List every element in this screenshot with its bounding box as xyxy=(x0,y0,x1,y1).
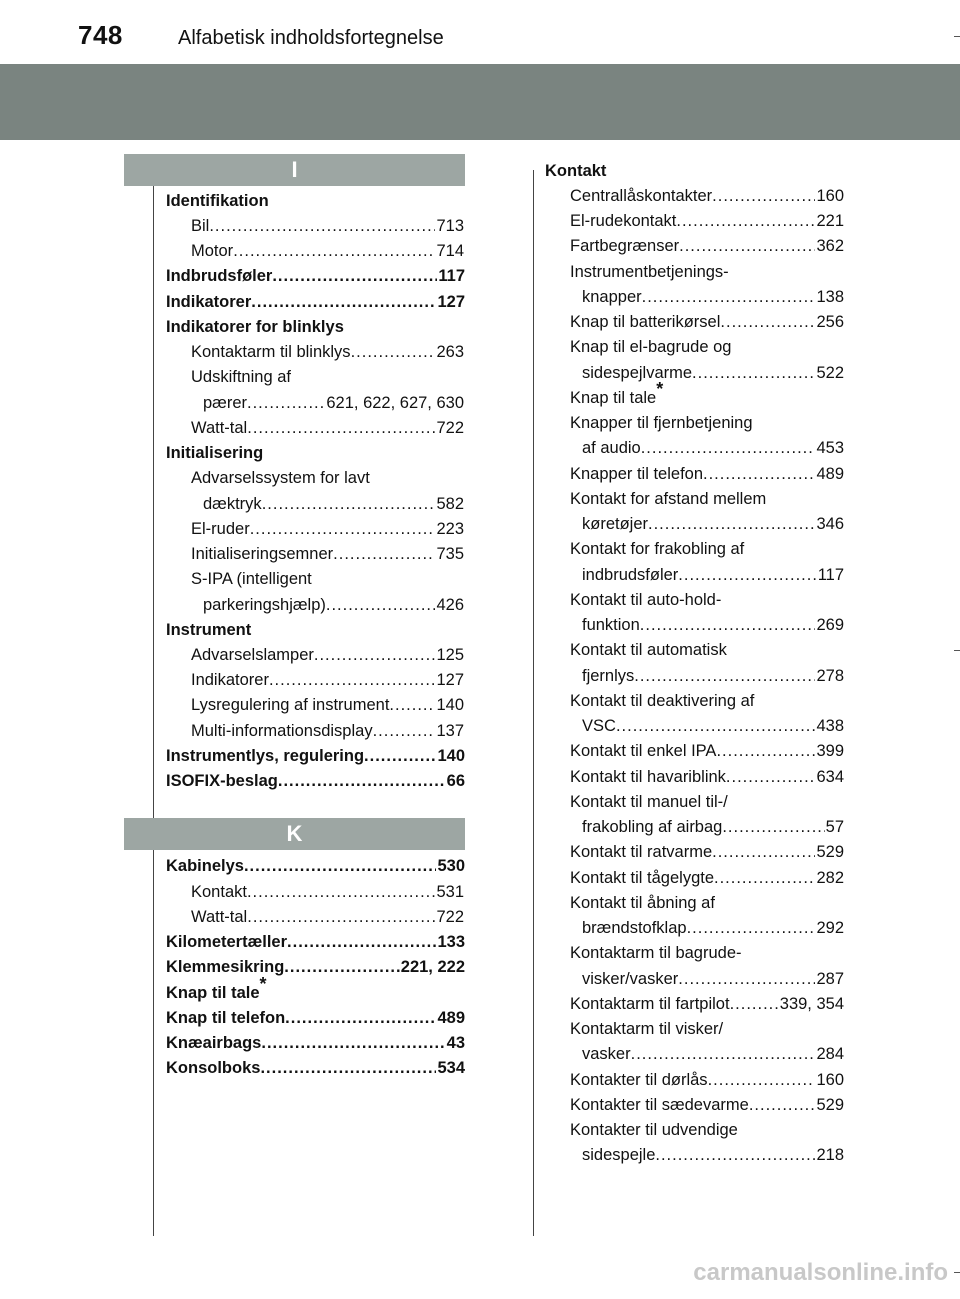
index-entry: Kontakt til havariblink ..... 634 xyxy=(570,767,844,787)
asterisk-mark: * xyxy=(656,378,664,399)
index-entry: Instrumentbetjenings- xyxy=(570,263,729,281)
index-entry: frakobling af airbag ..... 57 xyxy=(582,817,844,837)
index-entry: Watt-tal ..... 722 xyxy=(191,907,464,927)
index-entry: Kontakter til dørlås ..... 160 xyxy=(570,1070,844,1090)
index-entry: Indikatorer ..... 127 xyxy=(191,670,464,690)
asterisk-mark: * xyxy=(259,973,267,994)
index-entry: Kilometertæller ..... 133 xyxy=(166,932,465,952)
index-entry: Kontaktarm til fartpilot ..... 339, 354 xyxy=(570,994,844,1014)
index-entry: Knap til tale* xyxy=(570,378,664,407)
index-entry: Kontakt til tågelygte ..... 282 xyxy=(570,868,844,888)
index-entry: Multi-informationsdisplay ..... 137 xyxy=(191,721,464,741)
index-entry: Knap til tale* xyxy=(166,973,267,1002)
index-entry: pærer ..... 621, 622, 627, 630 xyxy=(203,393,464,413)
index-entry: indbrudsføler ..... 117 xyxy=(582,565,844,585)
index-entry: Kontakt til ratvarme ..... 529 xyxy=(570,842,844,862)
index-entry: ISOFIX-beslag ..... 66 xyxy=(166,771,465,791)
index-entry: fjernlys ..... 278 xyxy=(582,666,844,686)
index-entry: Kabinelys ..... 530 xyxy=(166,856,465,876)
index-entry: Kontakter til sædevarme ..... 529 xyxy=(570,1095,844,1115)
index-entry: Identifikation xyxy=(166,192,269,210)
crop-mark xyxy=(954,36,960,37)
column-rule-right xyxy=(533,170,534,1236)
index-entry: Knap til el-bagrude og xyxy=(570,338,732,356)
index-entry: Klemmesikring ..... 221, 222 xyxy=(166,957,465,977)
index-entry: El-ruder ..... 223 xyxy=(191,519,464,539)
index-entry: Kontakt til automatisk xyxy=(570,641,727,659)
index-entry: parkeringshjælp) ..... 426 xyxy=(203,595,464,615)
index-entry: Kontaktarm til blinklys ..... 263 xyxy=(191,342,464,362)
page-header xyxy=(0,0,960,60)
index-entry: Kontakt ..... 531 xyxy=(191,882,464,902)
index-entry: Knap til batterikørsel ..... 256 xyxy=(570,312,844,332)
index-entry: Kontaktarm til bagrude- xyxy=(570,944,742,962)
index-entry: brændstofklap ..... 292 xyxy=(582,918,844,938)
index-entry: Kontakt til auto-hold- xyxy=(570,591,722,609)
index-entry: Centrallåskontakter ..... 160 xyxy=(570,186,844,206)
index-entry: Advarselslamper ..... 125 xyxy=(191,645,464,665)
index-entry: Instrument xyxy=(166,621,252,639)
index-entry: dæktryk ..... 582 xyxy=(203,494,464,514)
index-entry: Bil ..... 713 xyxy=(191,216,464,236)
index-entry: Knapper til telefon ..... 489 xyxy=(570,464,844,484)
index-entry: Kontakt til åbning af xyxy=(570,894,715,912)
index-entry: Instrumentlys, regulering ..... 140 xyxy=(166,746,465,766)
index-entry: Indikatorer for blinklys xyxy=(166,318,344,336)
index-entry: Indbrudsføler ..... 117 xyxy=(166,266,465,286)
index-entry: S-IPA (intelligent xyxy=(191,570,312,588)
index-entry: Knæairbags ..... 43 xyxy=(166,1033,465,1053)
index-entry: Fartbegrænser ..... 362 xyxy=(570,236,844,256)
column-rule-left xyxy=(153,186,154,1236)
index-entry: Kontakt til manuel til-/ xyxy=(570,793,728,811)
page-number: 748 xyxy=(78,20,123,50)
index-entry: Kontakter til udvendige xyxy=(570,1121,738,1139)
index-entry: Knap til telefon ..... 489 xyxy=(166,1008,465,1028)
index-entry: Kontakt til deaktivering af xyxy=(570,692,755,710)
index-entry: visker/vasker ..... 287 xyxy=(582,969,844,989)
index-entry: Knapper til fjernbetjening xyxy=(570,414,753,432)
index-entry: vasker ..... 284 xyxy=(582,1044,844,1064)
index-entry: sidespejlvarme ..... 522 xyxy=(582,363,844,383)
index-entry: knapper ..... 138 xyxy=(582,287,844,307)
index-entry: El-rudekontakt ..... 221 xyxy=(570,211,844,231)
page-title: Alfabetisk indholdsfortegnelse xyxy=(178,27,444,49)
section-header-i: I xyxy=(124,154,465,186)
index-entry: af audio ..... 453 xyxy=(582,438,844,458)
index-entry: køretøjer ..... 346 xyxy=(582,514,844,534)
index-entry: Konsolboks ..... 534 xyxy=(166,1058,465,1078)
index-entry: Motor ..... 714 xyxy=(191,241,464,261)
index-entry: Watt-tal ..... 722 xyxy=(191,418,464,438)
index-entry: Advarselssystem for lavt xyxy=(191,469,370,487)
index-entry: sidespejle ..... 218 xyxy=(582,1145,844,1165)
section-header-k: K xyxy=(124,818,465,850)
crop-mark xyxy=(954,650,960,651)
index-entry: Initialisering xyxy=(166,444,264,462)
index-entry: funktion ..... 269 xyxy=(582,615,844,635)
index-entry: Indikatorer ..... 127 xyxy=(166,292,465,312)
index-entry: Kontakt for frakobling af xyxy=(570,540,745,558)
index-entry: Initialiseringsemner ..... 735 xyxy=(191,544,464,564)
index-entry: Kontaktarm til visker/ xyxy=(570,1020,724,1038)
crop-mark xyxy=(954,1272,960,1273)
index-entry: Kontakt xyxy=(545,162,607,180)
index-entry: Lysregulering af instrument ..... 140 xyxy=(191,695,464,715)
watermark: carmanualsonline.info xyxy=(693,1259,948,1286)
header-band xyxy=(0,64,960,140)
index-entry: Kontakt for afstand mellem xyxy=(570,490,767,508)
index-entry: VSC ..... 438 xyxy=(582,716,844,736)
index-entry: Kontakt til enkel IPA ..... 399 xyxy=(570,741,844,761)
index-entry: Udskiftning af xyxy=(191,368,291,386)
